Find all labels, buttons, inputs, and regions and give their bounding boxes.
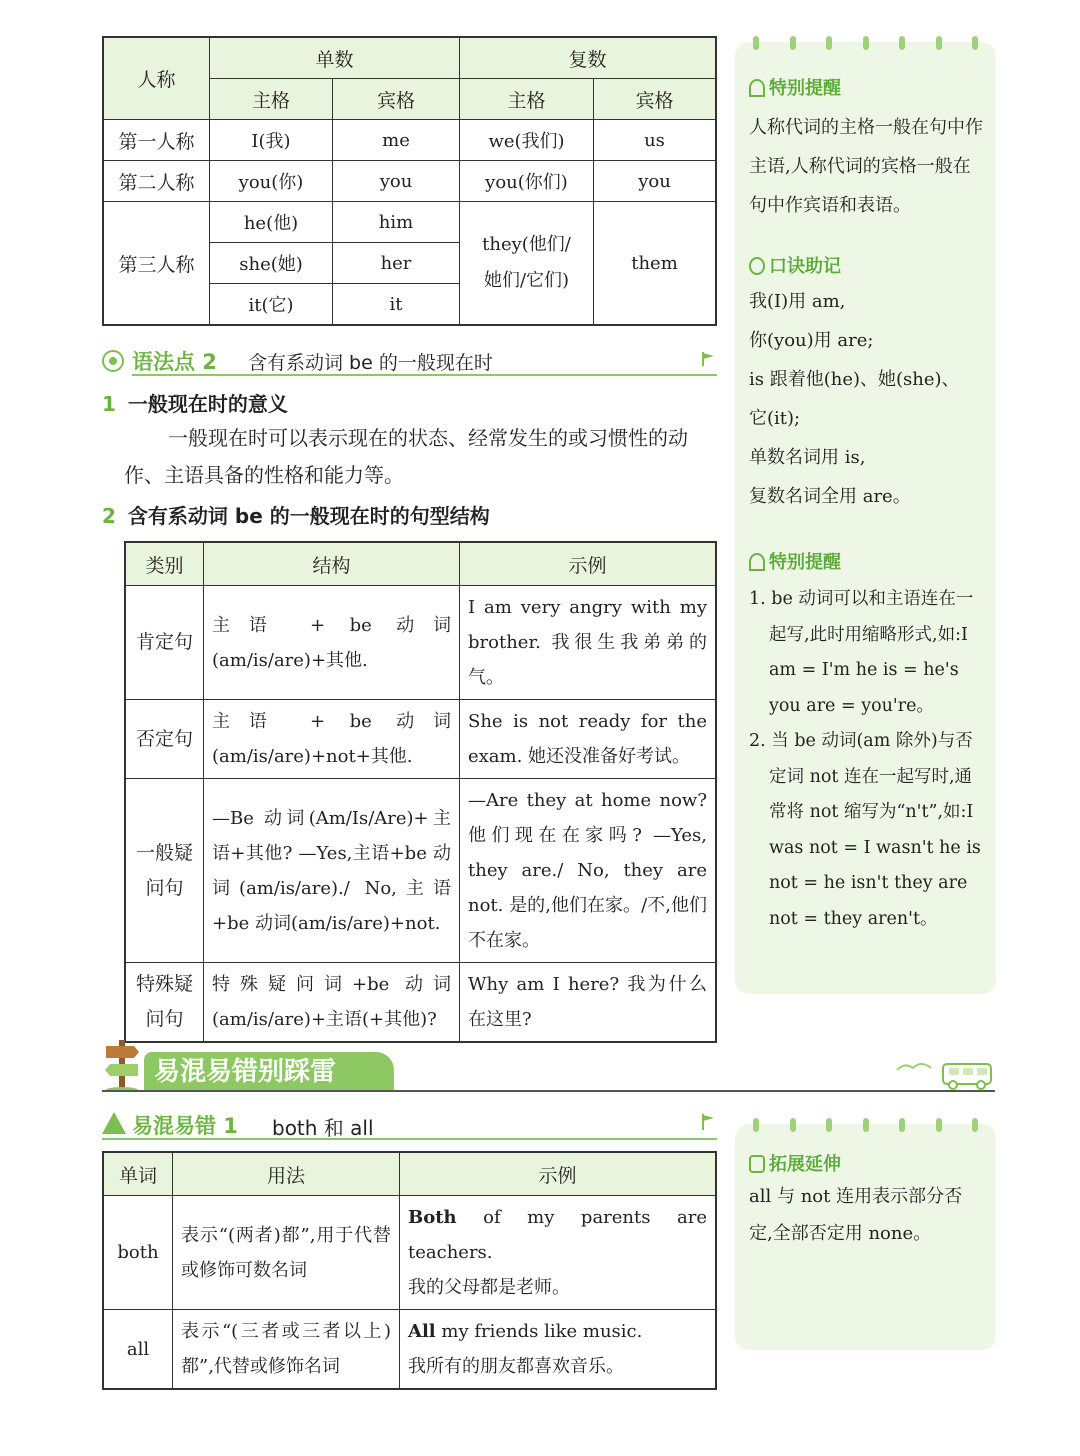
- example-bold: Both: [408, 1207, 457, 1228]
- note-title-reminder: [749, 74, 841, 100]
- mnemonic-line: 单数名词用 is,: [749, 447, 866, 468]
- they-line1: they(他们/: [482, 234, 571, 255]
- divider: [102, 1090, 995, 1092]
- flag-icon: [701, 1114, 715, 1130]
- confusion-badge: 易混易错 1: [132, 1114, 238, 1138]
- header-singular-subj: 主格: [210, 79, 333, 120]
- header-example: 示例: [460, 542, 717, 586]
- table-row: [125, 700, 716, 779]
- example-cell: [400, 1310, 717, 1390]
- header-plural-obj: 宾格: [594, 79, 717, 120]
- structure-cell: —Be 动词(Am/Is/Are)+主语+其他? —Yes,主语+be 动词(am/is/are)./ No,主语+be 动词(am/is/are)+not.: [204, 779, 460, 963]
- example-translation: 我所有的朋友都喜欢音乐。: [408, 1356, 624, 1377]
- binder-rings: [753, 1118, 978, 1132]
- section-heading-2: [102, 500, 490, 529]
- category-cell: 一般疑问句: [125, 779, 204, 963]
- cell: you: [594, 161, 717, 202]
- table-row: [125, 963, 716, 1043]
- camper-van-icon: [895, 1048, 995, 1090]
- target-icon: [102, 350, 124, 372]
- cell-they: [460, 202, 594, 326]
- word-cell: all: [103, 1310, 173, 1390]
- they-line2: 她们/它们): [483, 270, 570, 291]
- row-person: 第一人称: [103, 120, 210, 161]
- lightbulb-icon: [749, 257, 765, 275]
- cell: it: [333, 284, 460, 326]
- section-banner: 易混易错别踩雷: [144, 1052, 394, 1090]
- example-cell: [400, 1196, 717, 1310]
- note-title-text: 特别提醒: [769, 552, 841, 573]
- header-singular-obj: 宾格: [333, 79, 460, 120]
- example-translation: 我的父母都是老师。: [408, 1277, 570, 1298]
- binder-rings: [753, 36, 978, 50]
- cell: it(它): [210, 284, 333, 326]
- cell: you(你): [210, 161, 333, 202]
- row-person: 第三人称: [103, 202, 210, 326]
- flag-icon: [701, 352, 715, 366]
- section-number: 1: [102, 392, 116, 416]
- confusion-title: both 和 all: [272, 1116, 374, 1140]
- word-cell: both: [103, 1196, 173, 1310]
- grammar-point-header: [102, 346, 717, 378]
- section-title: 一般现在时的意义: [127, 392, 288, 416]
- table-row: [103, 1196, 716, 1310]
- header-example: 示例: [400, 1152, 717, 1196]
- example-cell: I am very angry with my brother. 我很生我弟弟的气。: [460, 586, 717, 700]
- category-cell: 否定句: [125, 700, 204, 779]
- cell: them: [594, 202, 717, 326]
- divider: [132, 374, 717, 376]
- header-usage: 用法: [173, 1152, 400, 1196]
- extension-panel: [735, 1124, 996, 1350]
- mnemonic-line: 你(you)用 are;: [749, 330, 874, 351]
- header-word: 单词: [103, 1152, 173, 1196]
- grammar-point-badge: 语法点 2: [132, 350, 217, 374]
- cell: me: [333, 120, 460, 161]
- warning-icon: [102, 1112, 126, 1134]
- row-person: 第二人称: [103, 161, 210, 202]
- section-title: 含有系动词 be 的一般现在时的句型结构: [127, 504, 490, 528]
- note-title-text: 拓展延伸: [769, 1154, 841, 1175]
- note-list: [749, 582, 985, 937]
- example-text: my friends like music.: [435, 1321, 643, 1342]
- note-title-extension: [749, 1150, 841, 1176]
- note-title-reminder-2: [749, 548, 841, 574]
- note-item: 2. 当 be 动词(am 除外)与否定词 not 连在一起写时,通常将 not 缩写为“n't”,如:I was not = I wasn't he is not = he isn't they are not = they aren't。: [749, 731, 981, 929]
- note-title-text: 特别提醒: [769, 78, 841, 99]
- section-heading-1: [102, 388, 288, 417]
- structure-cell: 特殊疑问词+be 动词(am/is/are)+主语(+其他)?: [204, 963, 460, 1043]
- expand-icon: [749, 1155, 765, 1173]
- header-plural: 复数: [460, 37, 717, 79]
- cell: you(你们): [460, 161, 594, 202]
- pronoun-table: [102, 36, 717, 326]
- extension-text: all 与 not 连用表示部分否定,全部否定用 none。: [749, 1186, 963, 1244]
- section-number: 2: [102, 504, 116, 528]
- cell: us: [594, 120, 717, 161]
- cell: I(我): [210, 120, 333, 161]
- note-item: 1. be 动词可以和主语连在一起写,此时用缩略形式,如:I am = I'm he is = he's you are = you're。: [749, 589, 974, 716]
- mnemonic-line: is 跟着他(he)、她(she)、: [749, 369, 960, 390]
- category-cell: 肯定句: [125, 586, 204, 700]
- bell-icon: [749, 79, 765, 97]
- sentence-structure-table: [124, 541, 717, 1043]
- mnemonic-line: 它(it);: [749, 408, 801, 429]
- section-paragraph: 一般现在时可以表示现在的状态、经常发生的或习惯性的动作、主语具备的性格和能力等。: [124, 426, 688, 487]
- table-row: [103, 202, 716, 243]
- header-singular: 单数: [210, 37, 460, 79]
- grammar-point-title: 含有系动词 be 的一般现在时: [248, 352, 493, 374]
- note-text: 人称代词的主格一般在句中作主语,人称代词的宾格一般在句中作宾语和表语。: [749, 117, 983, 216]
- example-cell: She is not ready for the exam. 她还没准备好考试。: [460, 700, 717, 779]
- cell: she(她): [210, 243, 333, 284]
- table-row: [125, 586, 716, 700]
- table-row: [103, 161, 716, 202]
- cell: him: [333, 202, 460, 243]
- header-category: 类别: [125, 542, 204, 586]
- usage-cell: 表示“(三者或三者以上)都”,代替或修饰名词: [173, 1310, 400, 1390]
- structure-cell: 主语 + be 动词(am/is/are)+not+其他.: [204, 700, 460, 779]
- cell: you: [333, 161, 460, 202]
- cell: he(他): [210, 202, 333, 243]
- example-cell: Why am I here? 我为什么在这里?: [460, 963, 717, 1043]
- header-structure: 结构: [204, 542, 460, 586]
- bell-icon: [749, 553, 765, 571]
- example-cell: —Are they at home now? 他们现在在家吗? —Yes, they are./ No, they are not. 是的,他们在家。/不,他们不在家。: [460, 779, 717, 963]
- structure-cell: 主语 + be 动词(am/is/are)+其他.: [204, 586, 460, 700]
- side-note-panel: [735, 42, 996, 994]
- mnemonic-lines: [749, 282, 985, 516]
- header-person: 人称: [103, 37, 210, 120]
- note-title-mnemonic: [749, 252, 841, 278]
- both-all-table: [102, 1151, 717, 1390]
- signpost-icon: [104, 1036, 140, 1092]
- category-cell: 特殊疑问句: [125, 963, 204, 1043]
- table-row: [125, 779, 716, 963]
- confusion-header: [102, 1110, 717, 1140]
- mnemonic-line: 复数名词全用 are。: [749, 486, 911, 507]
- cell: her: [333, 243, 460, 284]
- usage-cell: 表示“(两者)都”,用于代替或修饰可数名词: [173, 1196, 400, 1310]
- example-bold: All: [408, 1321, 436, 1342]
- note-title-text: 口诀助记: [769, 256, 841, 277]
- table-row: [103, 120, 716, 161]
- cell: we(我们): [460, 120, 594, 161]
- header-plural-subj: 主格: [460, 79, 594, 120]
- example-text: of my parents are teachers.: [408, 1207, 707, 1263]
- table-row: [103, 1310, 716, 1390]
- mnemonic-line: 我(I)用 am,: [749, 291, 846, 312]
- divider: [102, 1138, 717, 1140]
